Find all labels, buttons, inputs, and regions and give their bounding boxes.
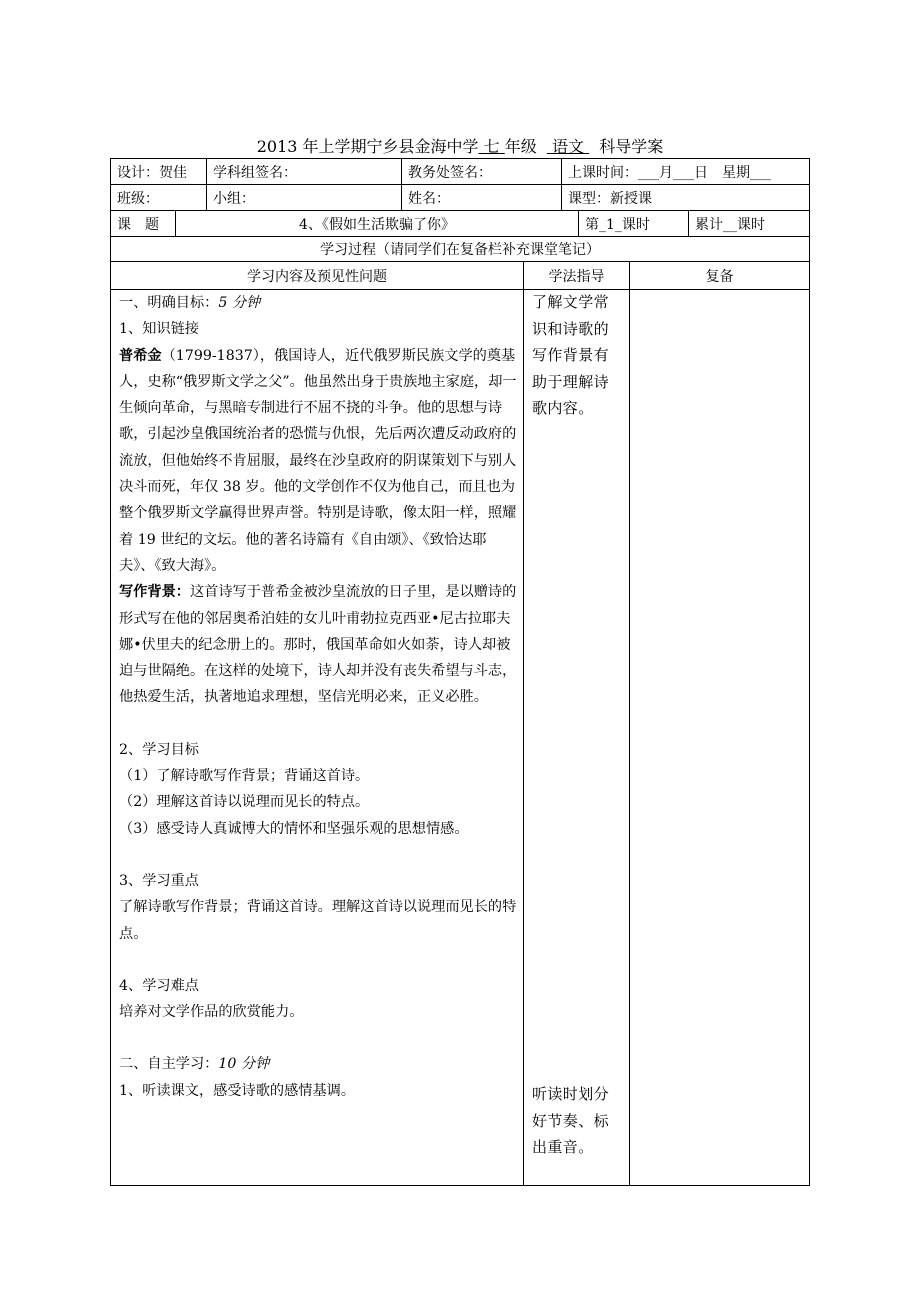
section-2-title: 二、自主学习： — [119, 1056, 219, 1073]
goal-item: （3）感受诗人真诚博大的情怀和坚强乐观的思想情感。 — [119, 820, 469, 837]
method-column-header: 学法指导 — [523, 262, 629, 289]
subject-group-sign-cell: 学科组签名： — [206, 159, 401, 184]
poet-name: 普希金 — [119, 347, 162, 364]
review-divider — [629, 289, 630, 1185]
difficulties-heading: 4、学习难点 — [119, 977, 199, 994]
difficulties-text: 培养对文学作品的欣赏能力。 — [119, 1004, 304, 1021]
topic-label-cell: 课 题 — [117, 216, 159, 233]
section-2-time: 10 分钟 — [218, 1056, 270, 1073]
section-1-time: 5 分钟 — [218, 295, 261, 311]
section-2-heading — [119, 1051, 519, 1077]
header-row-1 — [111, 159, 809, 185]
title-suffix: 科导学案 — [599, 137, 664, 156]
topic-cell: 4、《假如生活欺骗了你》 — [175, 211, 578, 236]
column-header-row — [111, 262, 809, 290]
class-cell: 班级： — [117, 190, 159, 207]
process-caption: 学习过程（请同学们在复备栏补充课堂笔记） — [320, 242, 600, 258]
title-grade-suffix: 年级 — [504, 137, 537, 156]
academic-office-sign-cell: 教务处签名： — [401, 159, 561, 184]
poet-text: （1799-1837），俄国诗人，近代俄罗斯民族文学的奠基人，史称“俄罗斯文学之父”。他虽然出身于贵族地主家庭，却一生倾向革命，与黑暗专制进行不屈不挠的斗争。他的思想与诗歌，引起沙皇俄国统治者的恐慌与仇恨，先后两次遭反动政府的流放，但他始终不肯屈服，最终在沙皇政府的阴谋策划下与别人决斗而死，年仅 38 岁。他的文学创作不仅为他自己，而且也为整个俄罗斯文学赢得世界声誉。特别是诗歌，像太阳一样，照耀着 19 世纪的文坛。他的著名诗篇有《自由颂》、《致恰达耶夫》、《致大海》。 — [119, 347, 517, 574]
section-1-title: 一、明确目标： — [119, 295, 219, 311]
title-grade — [479, 137, 505, 156]
guidance-note-1: 了解文学常识和诗歌的写作背景有助于理解诗歌内容。 — [532, 293, 610, 417]
cumulative-cell: 累计__课时 — [688, 211, 809, 236]
key-points-heading: 3、学习重点 — [119, 872, 199, 889]
section-1-heading — [119, 290, 519, 316]
content-column-header: 学习内容及预见性问题 — [247, 268, 387, 285]
key-points-text: 了解诗歌写作背景；背诵这首诗。理解这首诗以说理而见长的特点。 — [119, 899, 517, 942]
designer-cell: 设计：贺佳 — [117, 164, 187, 181]
goal-item: （2）理解这首诗以说理而见长的特点。 — [119, 794, 370, 811]
page-title — [0, 134, 920, 157]
background-text: 这首诗写于普希金被沙皇流放的日子里，是以赠诗的形式写在他的邻居奥希泊娃的女儿叶甫勃拉克西亚•尼古拉耶夫娜•伏里夫的纪念册上的。那时，俄国革命如火如荼，诗人却被迫与世隔绝。在这样的处境下，诗人却并没有丧失希望与斗志，他热爱生活，执著地追求理想，坚信光明必来，正义必胜。 — [119, 584, 517, 706]
header-row-4 — [111, 237, 809, 262]
title-grade-text: 七 — [483, 137, 500, 156]
knowledge-link-heading: 1、知识链接 — [119, 321, 199, 338]
title-subject — [547, 137, 589, 156]
period-cell: 第_1_课时 — [578, 211, 688, 236]
header-row-2 — [111, 185, 809, 211]
content-divider — [523, 289, 524, 1185]
class-time-cell: 上课时间：___月___日 星期___ — [561, 159, 809, 184]
background-label: 写作背景： — [119, 584, 190, 601]
listening-task: 1、听读课文，感受诗歌的感情基调。 — [119, 1082, 356, 1099]
title-prefix: 2013 年上学期宁乡县金海中学 — [256, 137, 479, 156]
goals-heading: 2、学习目标 — [119, 741, 199, 758]
lesson-type-cell: 课型：新授课 — [561, 185, 809, 210]
background-paragraph — [119, 579, 519, 710]
group-cell: 小组： — [206, 185, 401, 210]
goal-item: （1）了解诗歌写作背景；背诵这首诗。 — [119, 768, 370, 785]
lesson-plan-table — [110, 158, 810, 1186]
title-subject-text: 语文 — [552, 137, 585, 156]
poet-intro — [119, 343, 519, 580]
name-cell: 姓名： — [401, 185, 561, 210]
learning-content — [119, 290, 519, 1104]
review-column-header: 复备 — [629, 262, 809, 289]
header-row-3 — [111, 211, 809, 237]
guidance-note-2: 听读时划分好节奏、标出重音。 — [532, 1085, 610, 1156]
